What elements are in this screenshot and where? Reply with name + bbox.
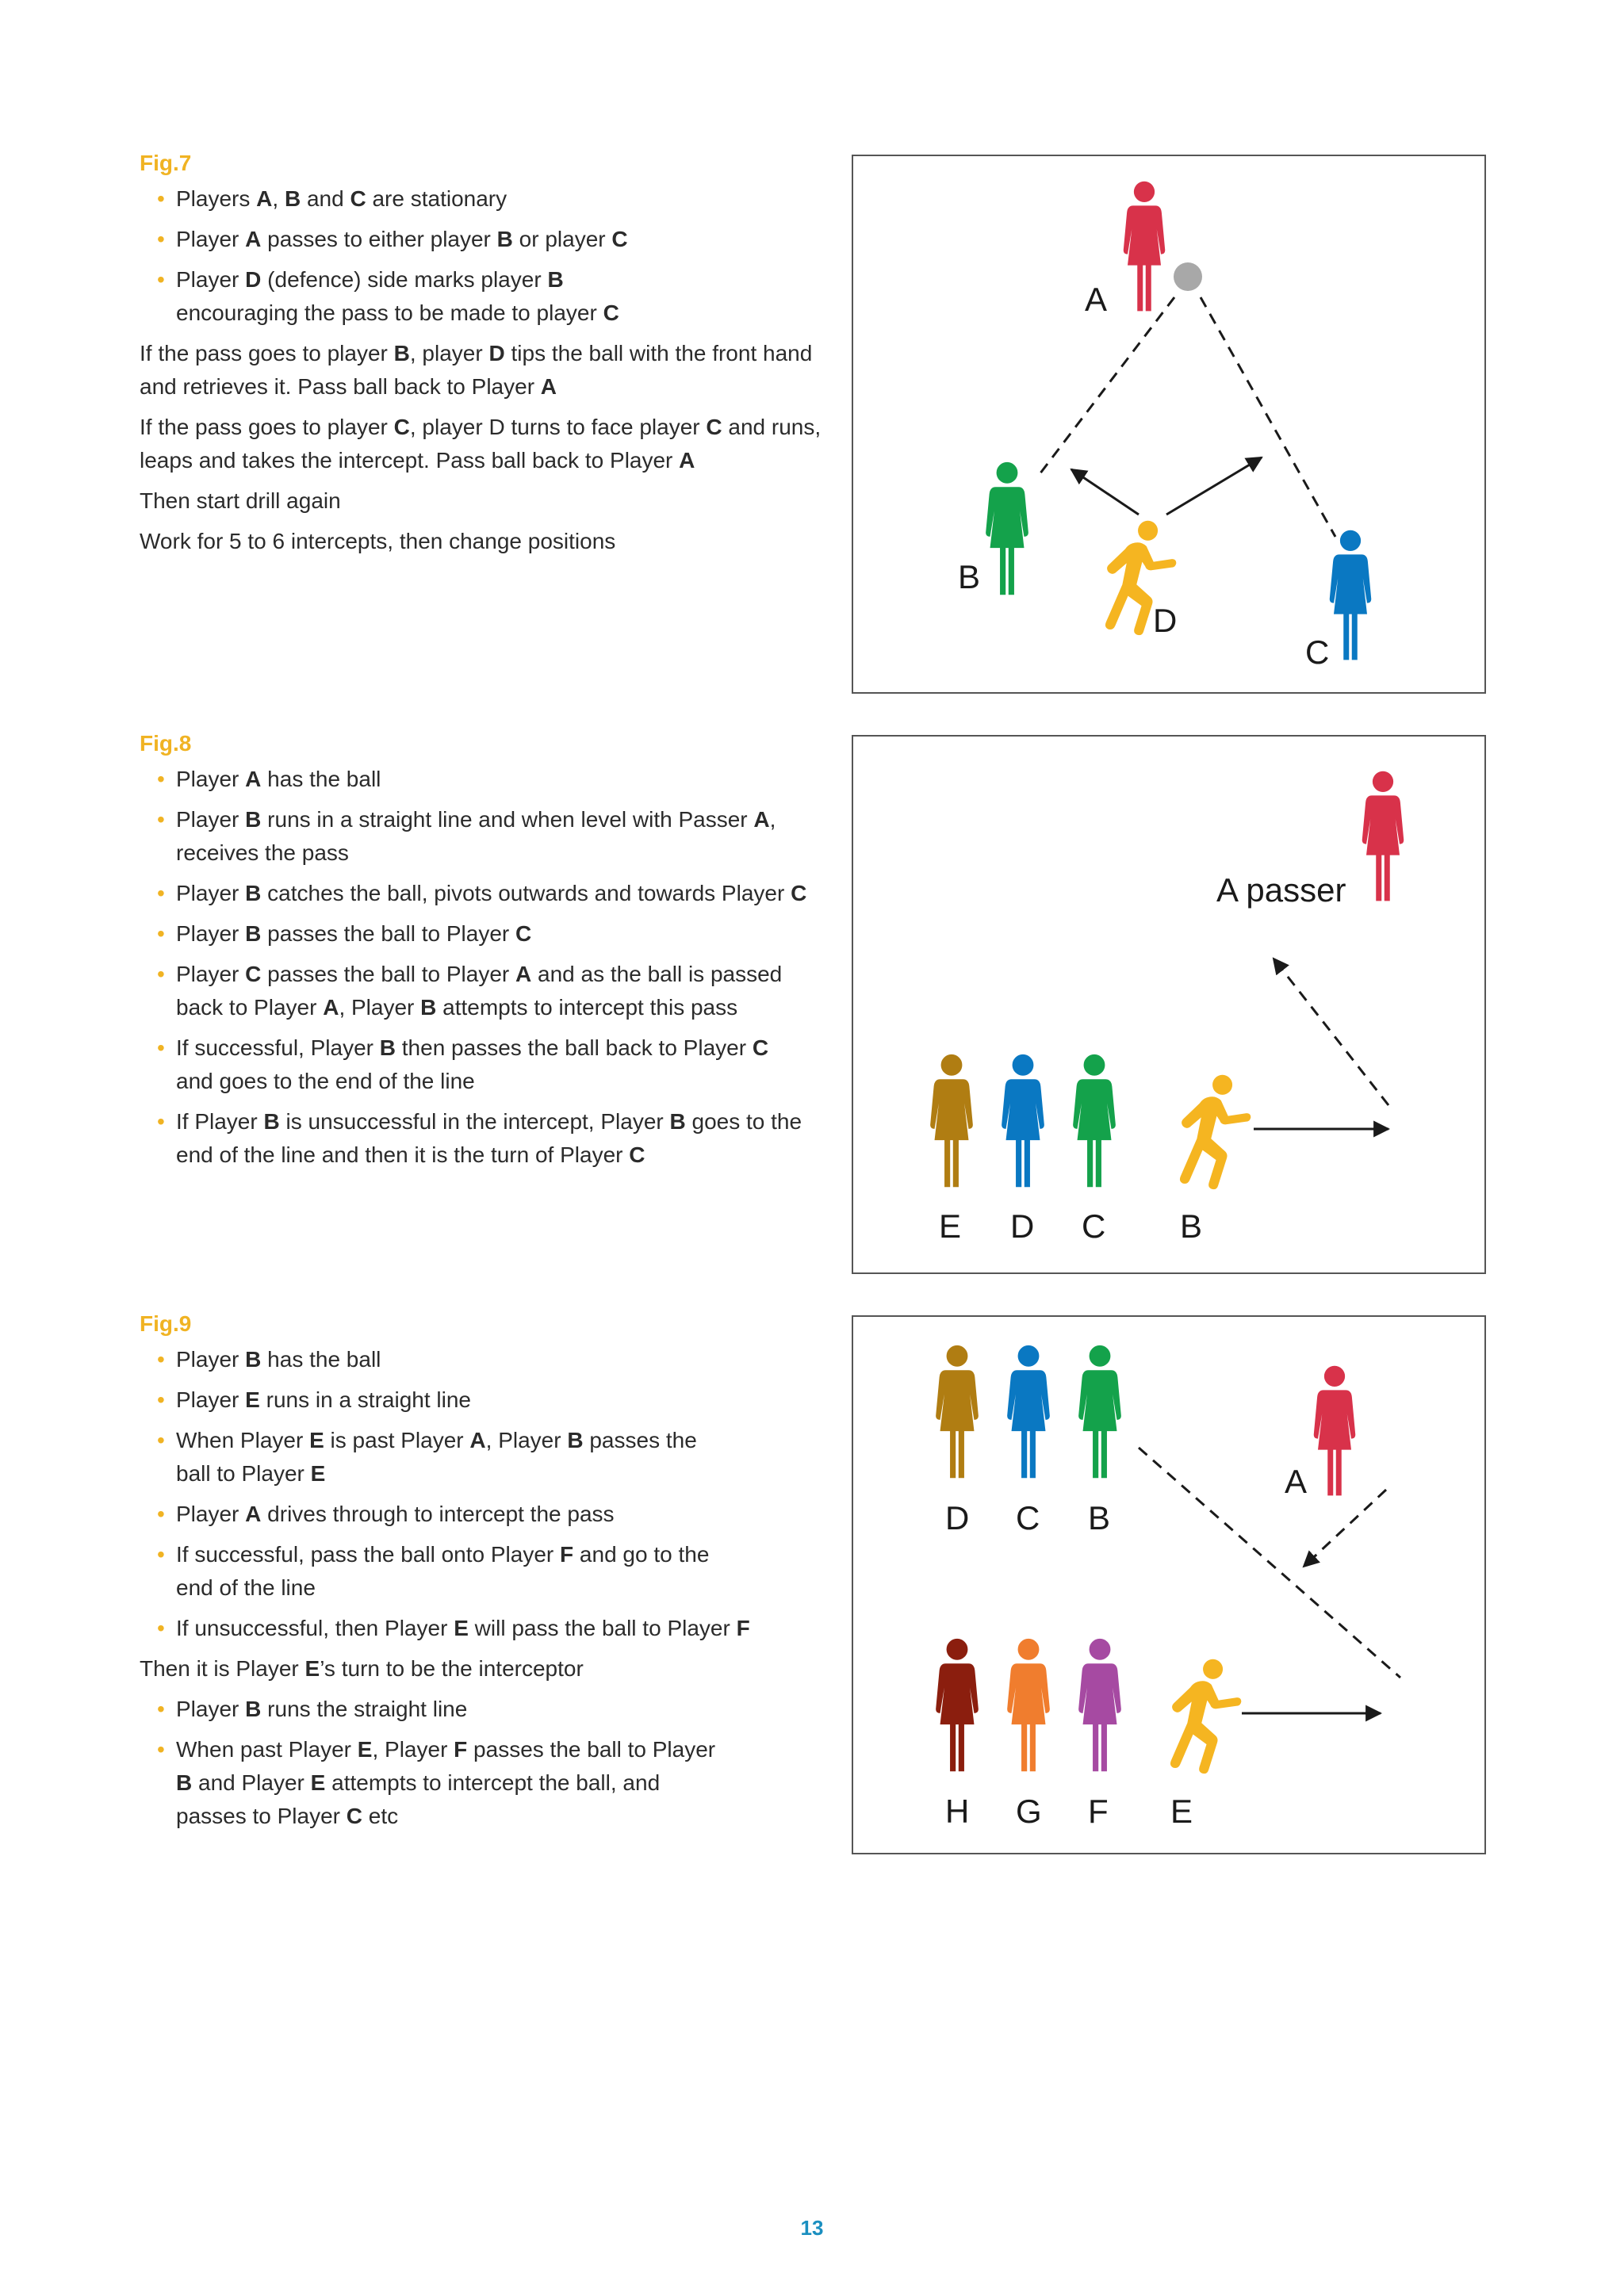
list-item: • Player B has the ball (140, 1343, 822, 1376)
label-c: C (1305, 633, 1330, 671)
list-item: • If Player B is unsuccessful in the intercept, Player B goes to the end of the line and then it is the turn of Player C (140, 1105, 810, 1172)
list-item: • Player B catches the ball, pivots outwards and towards Player C (140, 877, 822, 910)
player-a-figure (1124, 182, 1166, 312)
list-item: • Player B passes the ball to Player C (140, 917, 822, 951)
player-b-figure (1078, 1345, 1121, 1478)
player-f-figure (1078, 1639, 1121, 1771)
label-a: A (1085, 281, 1108, 318)
list-item: • Player A has the ball (140, 763, 822, 796)
label-b: B (1180, 1207, 1203, 1245)
list-item: • Player B runs in a straight line and when level with Passer A, receives the pass (140, 803, 802, 870)
label-a-passer: A passer (1216, 871, 1346, 909)
list-item: • When past Player E, Player F passes the ball to Player B and Player E attempts to intercept the ball, and passes to Player C etc (140, 1733, 723, 1833)
list-item: • If unsuccessful, then Player E will pass the ball to Player F (140, 1612, 822, 1645)
player-g-figure (1007, 1639, 1050, 1771)
label-c: C (1016, 1499, 1040, 1536)
list-item: • If successful, Player B then passes the ball back to Player C and goes to the end of the line (140, 1031, 810, 1098)
label-g: G (1016, 1793, 1042, 1830)
fig8-title: Fig.8 (140, 731, 192, 756)
label-d: D (1153, 602, 1178, 639)
fig7-title: Fig.7 (140, 151, 192, 175)
label-e: E (939, 1207, 962, 1245)
label-d: D (945, 1499, 970, 1536)
intercept-arrow-a (1304, 1490, 1386, 1567)
label-c: C (1082, 1207, 1106, 1245)
label-b: B (1088, 1499, 1111, 1536)
player-c-figure (1073, 1054, 1116, 1187)
fig9-paragraph: Then it is Player E’s turn to be the interceptor (140, 1656, 584, 1681)
player-a-figure (1314, 1366, 1356, 1496)
pass-arrow-to-a (1274, 959, 1388, 1105)
fig9-bullet-list (140, 1343, 822, 1645)
player-b-figure (986, 462, 1028, 595)
pass-line-a-to-c (1201, 297, 1335, 537)
list-item: • If successful, pass the ball onto Player F and go to the end of the line (140, 1538, 747, 1605)
ball-icon (1174, 262, 1202, 291)
player-e-figure (930, 1054, 973, 1187)
fig7-section (140, 151, 822, 565)
fig7-paragraph: If the pass goes to player B, player D tips the ball with the front hand and retrieves it. Pass ball back to Player A (140, 341, 813, 399)
player-h-figure (936, 1639, 979, 1771)
player-c-figure (1007, 1345, 1050, 1478)
player-d-figure (1002, 1054, 1044, 1187)
label-d: D (1010, 1207, 1035, 1245)
list-item: • Player B runs the straight line (140, 1693, 822, 1726)
page-number: 13 (800, 2216, 824, 2240)
list-item: • Player C passes the ball to Player A and as the ball is passed back to Player A, Player B attempts to intercept this pass (140, 958, 802, 1024)
fig9-diagram (852, 1315, 1486, 1854)
list-item: • When Player E is past Player A, Player B passes the ball to Player E (140, 1424, 723, 1490)
pass-line-b-to-e (1139, 1448, 1400, 1678)
list-item: • Players A, B and C are stationary (140, 182, 822, 216)
fig8-section (140, 731, 822, 1179)
fig7-paragraph: Work for 5 to 6 intercepts, then change positions (140, 529, 616, 553)
label-e: E (1170, 1793, 1193, 1830)
list-item: • Player D (defence) side marks player B encouraging the pass to be made to player C (140, 263, 691, 330)
fig9-bullet-list-2 (140, 1693, 822, 1833)
label-a: A (1285, 1463, 1308, 1500)
fig7-paragraph: Then start drill again (140, 488, 341, 513)
player-c-figure (1330, 530, 1372, 660)
fig8-diagram (852, 735, 1486, 1274)
label-h: H (945, 1793, 970, 1830)
fig9-title: Fig.9 (140, 1311, 192, 1336)
player-d-figure (936, 1345, 979, 1478)
fig9-section (140, 1311, 822, 1840)
fig7-bullet-list (140, 182, 822, 330)
move-arrow-d-to-b (1071, 469, 1139, 515)
list-item: • Player E runs in a straight line (140, 1383, 822, 1417)
label-b: B (958, 558, 981, 595)
player-a-figure (1362, 771, 1404, 901)
fig7-paragraph: If the pass goes to player C, player D turns to face player C and runs, leaps and takes the intercept. Pass ball back to Player A (140, 415, 822, 473)
fig7-diagram (852, 155, 1486, 694)
list-item: • Player A drives through to intercept the pass (140, 1498, 822, 1531)
player-b-runner-figure (1180, 1075, 1251, 1189)
player-e-runner-figure (1170, 1659, 1241, 1774)
move-arrow-d-to-c (1166, 457, 1262, 515)
pass-line-a-to-b (1037, 297, 1174, 477)
list-item: • Player A passes to either player B or player C (140, 223, 822, 256)
label-f: F (1088, 1793, 1109, 1830)
fig8-bullet-list (140, 763, 822, 1172)
